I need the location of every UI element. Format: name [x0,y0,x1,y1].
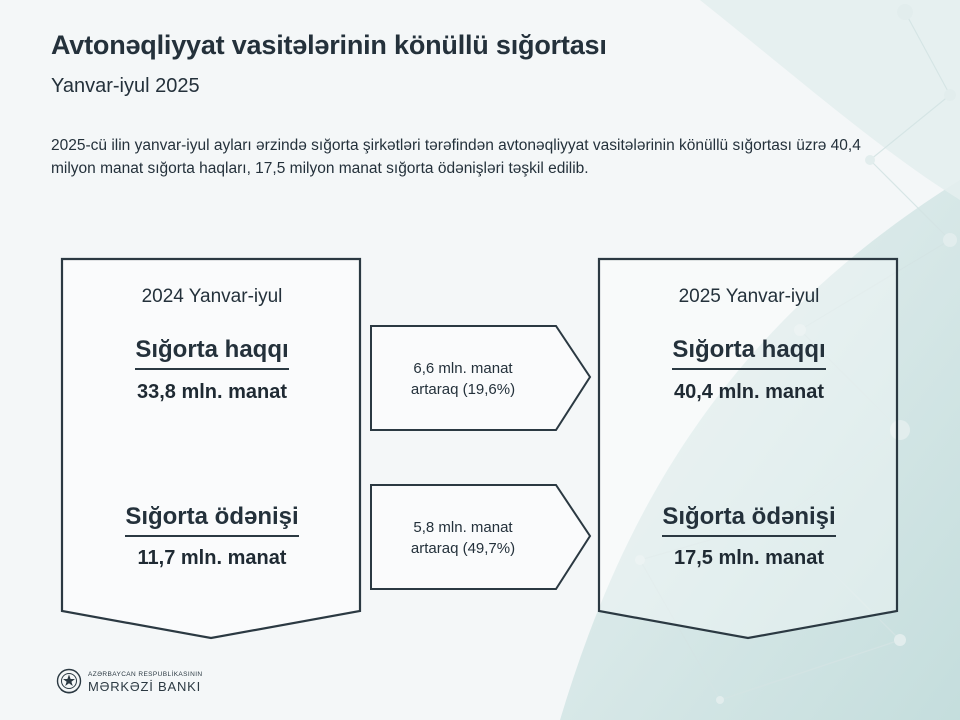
panel-2025 [599,286,899,308]
panel-2025-premium-row [599,381,899,404]
arrow-payment-amount: 5,8 mln. manat [413,519,513,536]
page-subtitle: Yanvar-iyul 2025 [51,75,200,97]
panel-2025-payment-label: Sığorta ödənişi [662,503,835,537]
panel-2024-premium [62,336,362,370]
panel-2024-premium-row [62,381,362,404]
panel-2024 [62,286,362,308]
panel-2025-outline [599,259,897,638]
arrow-premium-change [363,358,563,400]
arrow-premium-amount: 6,6 mln. manat [413,360,513,377]
panel-2024-premium-value: 33,8 mln. manat [136,381,288,403]
footer-line2: MƏRKƏZİ BANKI [88,679,202,694]
panel-2024-payment-value: 11,7 mln. manat [137,547,287,569]
panel-2025-premium [599,336,899,370]
page-title: Avtonəqliyyat vasitələrinin könüllü sığortası [51,30,607,60]
panel-2025-period: 2025 Yanvar-iyul [678,286,820,307]
arrow-payment-percent: artaraq (49,7%) [410,540,516,557]
central-bank-emblem-icon [56,666,82,696]
panel-2025-premium-label: Sığorta haqqı [672,336,825,370]
panel-2024-payment-row [62,547,362,570]
panel-2024-payment [62,503,362,537]
panel-2024-payment-label: Sığorta ödənişi [125,503,298,537]
arrow-payment-change [363,517,563,559]
panel-2025-payment-value: 17,5 mln. manat [673,547,825,569]
panel-2025-premium-value: 40,4 mln. manat [673,381,825,403]
footer-line1: AZƏRBAYCAN RESPUBLİKASININ [88,671,203,678]
panel-2024-premium-label: Sığorta haqqı [135,336,288,370]
description-text: 2025-cü ilin yanvar-iyul ayları ərzində sığorta şirkətləri tərəfindən avtonəqliyyat vasitələrinin könüllü sığortası üzrə 40,4 milyon manat sığorta haqları, 17,5 milyon manat sığorta ödənişləri təşkil edilib. [51,137,861,177]
panel-2025-payment-row [599,547,899,570]
arrow-premium-percent: artaraq (19,6%) [410,381,516,398]
panel-2024-period: 2024 Yanvar-iyul [141,286,283,307]
panel-2024-outline [62,259,360,638]
footer-bank-name [88,671,203,694]
panel-2025-payment [599,503,899,537]
